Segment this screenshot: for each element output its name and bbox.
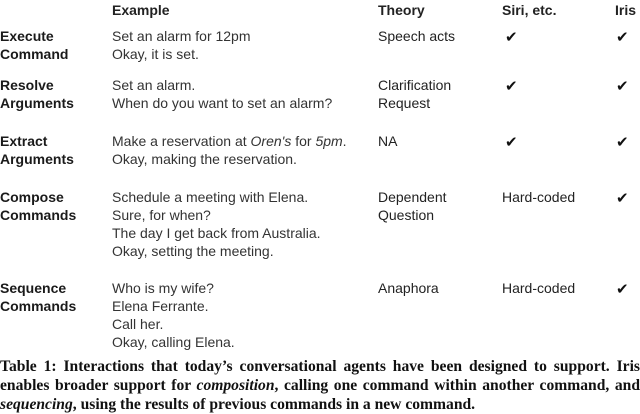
theory-line: Request [378, 95, 431, 111]
check-icon: ✔ [616, 189, 629, 207]
example-line: Set an alarm. [112, 77, 196, 93]
row-label [0, 76, 74, 112]
row-example [112, 132, 347, 168]
row-label-line: Arguments [0, 151, 74, 167]
theory-line: Dependent [378, 189, 447, 205]
example-line: Sure, for when? [112, 207, 211, 223]
example-line: Okay, calling Elena. [112, 334, 235, 350]
row-label [0, 279, 76, 315]
caption-emphasis: sequencing [0, 396, 73, 413]
example-line: Call her. [112, 316, 164, 332]
row-label-line: Command [0, 46, 69, 62]
header-iris: Iris [615, 2, 637, 18]
row-label-line: Resolve [0, 77, 54, 93]
example-text: Make a reservation at [112, 133, 251, 149]
row-example [112, 27, 251, 63]
check-icon: ✔ [505, 133, 518, 151]
example-line: Okay, it is set. [112, 46, 199, 62]
check-icon: ✔ [616, 77, 629, 95]
row-label [0, 132, 74, 168]
example-emphasis: 5pm [315, 133, 343, 149]
table-caption [0, 357, 640, 414]
example-line: The day I get back from Australia. [112, 225, 321, 241]
row-label-line: Sequence [0, 280, 67, 296]
siri-support-text: Hard-coded [502, 189, 576, 205]
row-label [0, 27, 68, 63]
example-line: Okay, making the reservation. [112, 151, 297, 167]
row-example [112, 76, 332, 112]
row-label-line: Commands [0, 298, 77, 314]
row-theory [378, 76, 451, 112]
row-label-line: Execute [0, 28, 54, 44]
example-text: for [291, 133, 316, 149]
check-icon: ✔ [616, 280, 629, 298]
row-example [112, 279, 235, 351]
check-icon: ✔ [505, 77, 518, 95]
header-siri: Siri, etc. [502, 2, 557, 18]
row-label-line: Arguments [0, 95, 74, 111]
header-example: Example [112, 2, 170, 18]
theory-line: Clarification [378, 77, 452, 93]
row-label-line: Compose [0, 189, 64, 205]
example-line: Elena Ferrante. [112, 298, 209, 314]
check-icon: ✔ [616, 28, 629, 46]
check-icon: ✔ [505, 28, 518, 46]
row-example [112, 188, 321, 260]
example-text: . [342, 133, 347, 149]
check-icon: ✔ [616, 133, 629, 151]
row-theory [378, 188, 447, 224]
row-theory: Speech acts [378, 28, 456, 44]
example-line: Set an alarm for 12pm [112, 28, 251, 44]
caption-text: , calling one command within another command, and [274, 377, 640, 394]
theory-line: Question [378, 207, 435, 223]
example-line: When do you want to set an alarm? [112, 95, 333, 111]
caption-emphasis: composition [196, 377, 275, 394]
row-theory: NA [378, 133, 398, 149]
caption-text: Table 1: Interactions that today’s conversational agents have been designed to support. Iris enables broader support for [0, 358, 640, 394]
row-label-line: Extract [0, 133, 48, 149]
caption-text: , using the results of previous commands in a new command. [72, 396, 476, 413]
siri-support-text: Hard-coded [502, 280, 576, 296]
header-theory: Theory [378, 2, 425, 18]
row-label-line: Commands [0, 207, 77, 223]
example-line: Okay, setting the meeting. [112, 243, 274, 259]
example-emphasis: Oren's [250, 133, 292, 149]
example-line: Schedule a meeting with Elena. [112, 189, 309, 205]
row-theory: Anaphora [378, 280, 439, 296]
example-line: Who is my wife? [112, 280, 214, 296]
row-label [0, 188, 76, 224]
